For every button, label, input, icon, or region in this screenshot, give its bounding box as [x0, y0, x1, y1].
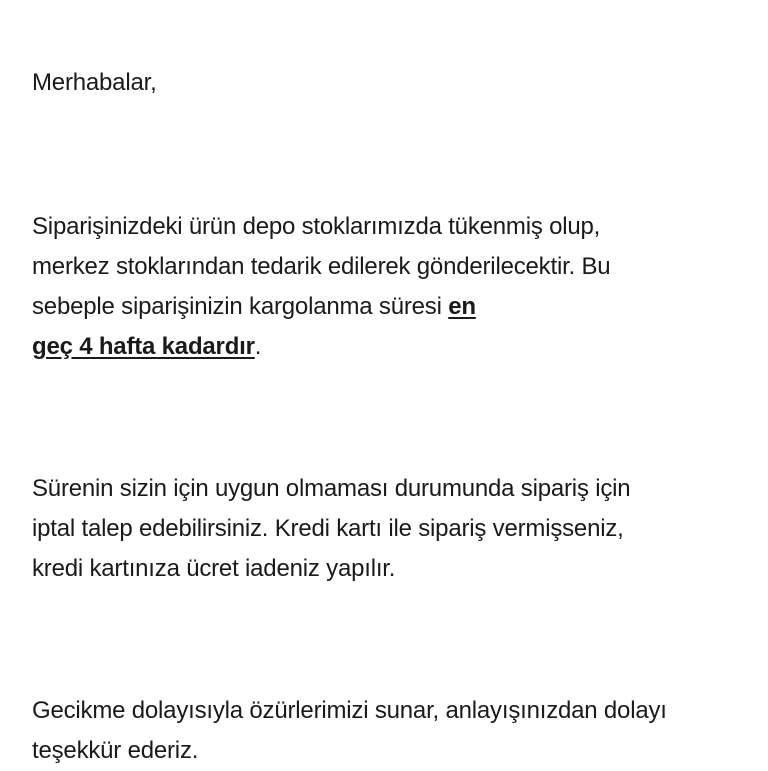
text-segment: sebeple siparişinizin kargolanma süresi [32, 293, 449, 320]
text-line: Gecikme dolayısıyla özürlerimizi sunar, anlayışınızdan dolayı [32, 697, 667, 724]
text-line [32, 287, 476, 327]
text-line: merkez stoklarından tedarik edilerek gönderilecektir. Bu [32, 253, 611, 280]
text-line: teşekkür ederiz. [32, 737, 199, 764]
delivery-time-emphasis: en [448, 293, 476, 320]
text-segment: . [254, 333, 262, 360]
text-line: iptal talep edebilirsiniz. Kredi kartı ile sipariş vermişseniz, [32, 515, 624, 542]
text-line [32, 327, 261, 367]
text-line: Sürenin sizin için uygun olmaması durumunda sipariş için [32, 475, 631, 502]
text-line: kredi kartınıza ücret iadeniz yapılır. [32, 555, 396, 582]
text-line: Siparişinizdeki ürün depo stoklarımızda tükenmiş olup, [32, 213, 601, 240]
greeting: Merhabalar, [32, 69, 157, 96]
delivery-time-emphasis: geç 4 hafta kadardır [32, 333, 255, 360]
